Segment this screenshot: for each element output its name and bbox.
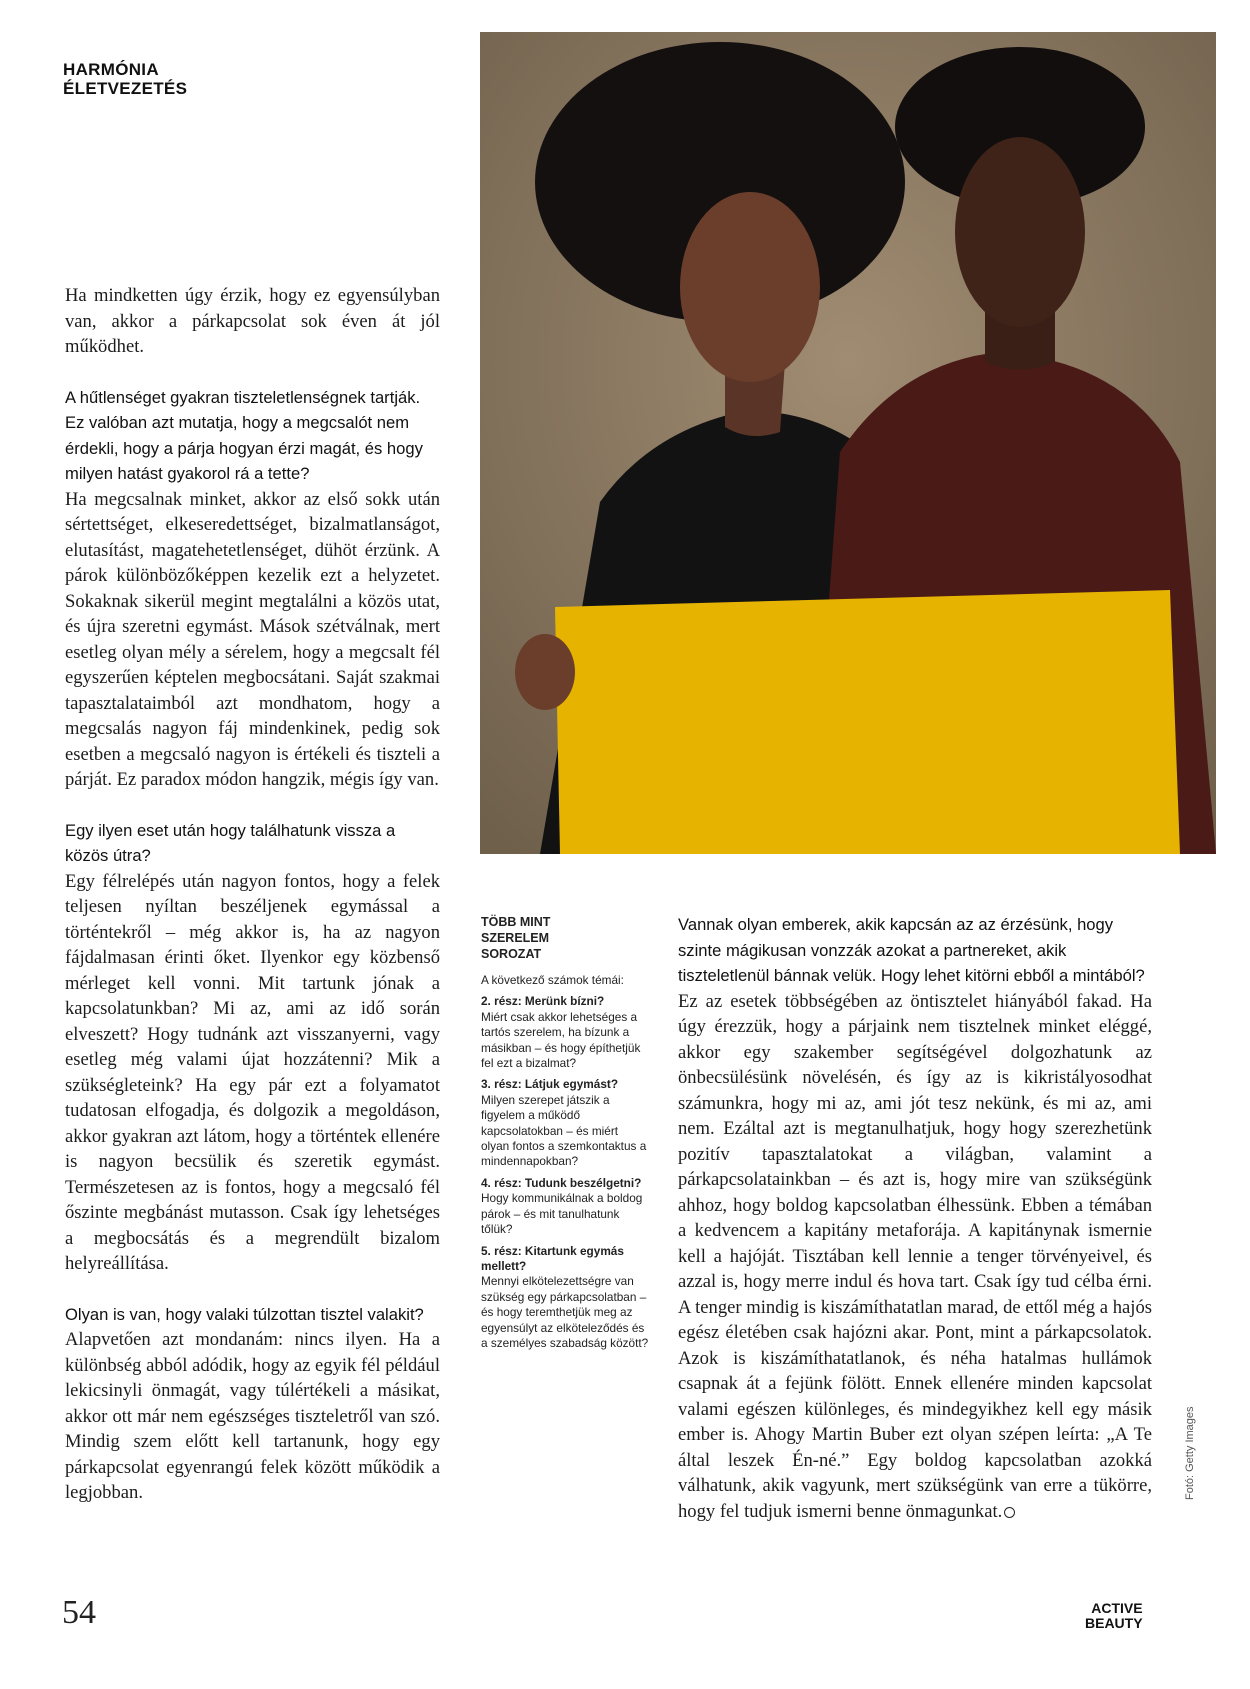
sidebar-item	[481, 994, 649, 1071]
section-title: HARMÓNIA	[63, 60, 159, 79]
brand-logo: ACTIVE BEAUTY	[1085, 1600, 1143, 1631]
end-mark-icon	[1004, 1507, 1015, 1518]
question: A hűtlenséget gyakran tiszteletlenségnek tartják. Ez valóban azt mutatja, hogy a megcsalót nem érdekli, hogy a párja hogyan érzi magát, és hogy milyen hatást gyakorol rá a tette?	[65, 387, 423, 483]
sidebar-item-heading: 2. rész: Merünk bízni?	[481, 994, 605, 1009]
sidebar-item-heading: 4. rész: Tudunk beszélgetni?	[481, 1175, 642, 1190]
section-subtitle: ÉLETVEZETÉS	[63, 79, 188, 98]
sidebar-item-text: Mennyi elkötelezettségre van szükség egy párkapcsolatban – és hogy teremthetjük meg az egyensúlyt az elköteleződés és a személyes szabadság között?	[481, 1274, 649, 1350]
right-column	[678, 912, 1152, 1524]
couple-photo	[480, 32, 1216, 854]
sidebar-item	[481, 1077, 649, 1169]
sidebar-intro: A következő számok témái:	[481, 973, 624, 987]
question: Vannak olyan emberek, akik kapcsán az az érzésünk, hogy szinte mágikusan vonzzák azokat a partnereket, akik tiszteletlenül bánnak velük. Hogy lehet kitörni ebből a mintából?	[678, 915, 1145, 985]
photo-credit: Fotó: Getty Images	[1184, 1406, 1196, 1500]
answer: Ha megcsalnak minket, akkor az első sokk után sértettséget, elkeseredettséget, bizalmatlanságot, elutasítást, magatehetetlenséget, dühöt érzünk. A párok különbözőképpen kezelik ezt a helyzetet. Sokaknak sikerül megint megtalálni a közös utat, és újra szeretni egymást. Mások szétválnak, mert esetleg olyan mély a sérelem, hogy a megcsalt fél egyszerűen képtelen megbocsátani. Saját szakmai tapasztalataimból azt mondhatom, hogy a megcsalás nagyon fáj mindenkinek, pedig sok esetben a megcsaló nagyon is értékeli és tiszteli a párját. Ez paradox módon hangzik, mégis így van.	[65, 488, 440, 790]
sidebar-item-text: Miért csak akkor lehetséges a tartós szerelem, ha bízunk a másikban – és hogy építhetjük fel ezt a bizalmat?	[481, 1009, 641, 1071]
sidebar-title: TÖBB MINT SZERELEM SOROZAT	[481, 915, 551, 961]
sidebar-item-text: Milyen szerepet játszik a figyelem a működő kapcsolatokban – és miért olyan fontos a szemkontaktus a mindennapokban?	[481, 1092, 647, 1169]
answer: Ez az esetek többségében az öntisztelet hiányából fakad. Ha úgy érezzük, hogy a párjaink nem tisztelnek minket eléggé, akkor egy szakember segítségével dolgozhatunk az önbecsülésünk növelésén, és így az is kikristályosodhat számunkra, hogy mi az, ami jót tesz nekünk, és mi az, ami nem. Ezáltal azt is megtanulhatjuk, hogy hogy szerezhetünk pozitív tapasztalatokat a világban, valamint a párkapcsolatainkban – és azt is, hogy mire van szükségünk ahhoz, hogy boldog kapcsolatban élhessünk. Ebben a témában a kedvencem a kapitány metaforája. A kapitánynak ismernie kell a hajóját. Tisztában kell lennie a tenger törvényeivel, és azzal is, hogy merre indul és hova tart. Csak így tud célba érni. A tenger mindig is kiszámíthatatlan marad, de ettől még a hajós egész életében csak hajózni akar. Pont, mint a párkapcsolatok. Azok is kiszámíthatatlanok, és néha hatalmas hullámok csapnak át a fejünk fölött. Ennek ellenére minden kapcsolat valami egészen különleges, és mindegyikhez kell egy másik ember is. Ahogy Martin Buber ezt olyan szépen leírta: „A Te által leszek Én-né.” Egy boldog kapcsolatban azokká válhatunk, akik vagyunk, mert szükségünk van erre a tükörre, hogy fel tudjuk ismerni benne önmagunkat.	[678, 990, 1152, 1522]
question: Olyan is van, hogy valaki túlzottan tisztel valakit?	[65, 1304, 424, 1324]
sidebar-item-heading: 3. rész: Látjuk egymást?	[481, 1077, 619, 1092]
question: Egy ilyen eset után hogy találhatunk vissza a közös útra?	[65, 820, 396, 865]
answer: Egy félrelépés után nagyon fontos, hogy a felek teljesen nyíltan beszéljenek egymással a történtekről – még akkor is, ha az nagyon fájdalmasan érinti őket. Ilyenkor egy közbenső mérleget kell vonni. Mit tartunk jónak a kapcsolatunkban? Mi az, ami az idő során elveszett? Hogy tudnánk azt visszanyerni, vagy esetleg még valami újat hozzátenni? Mik a szükségleteink? Ha egy pár ezt a folyamatot tudatosan elfogadja, és dolgozik a megoldáson, akkor gyakran azt látom, hogy a történtek ellenére is nagyon becsülik és szeretik egymást. Természetesen az is fontos, hogy a megcsaló fél őszinte megbánást mutasson. Csak így lehetséges a megbocsátás és a megrendült bizalom helyreállítása.	[65, 870, 440, 1274]
sidebar-item	[481, 1244, 649, 1352]
answer-paragraph	[678, 989, 1152, 1525]
page-number: 54	[62, 1594, 96, 1631]
photo-illustration	[480, 32, 1216, 854]
left-column	[65, 283, 440, 1506]
section-header	[63, 60, 187, 98]
series-sidebar	[481, 914, 649, 1357]
sidebar-item	[481, 1176, 649, 1238]
sidebar-item-heading: 5. rész: Kitartunk egymás mellett?	[481, 1243, 624, 1273]
answer: Alapvetően azt mondanám: nincs ilyen. Ha a különbség abból adódik, hogy az egyik fél például lekicsinyli önmagát, vagy túlértékeli a másikat, akkor ott már nem egészséges tiszteletről van szó. Mindig szem előtt kell tartanunk, hogy egy párkapcsolat egyenrangú felek között működik a legjobban.	[65, 1329, 440, 1503]
sidebar-item-text: Hogy kommunikálnak a boldog párok – és mit tanulhatunk tőlük?	[481, 1191, 643, 1237]
paragraph: Ha mindketten úgy érzik, hogy ez egyensúlyban van, akkor a párkapcsolat sok éven át jól működhet.	[65, 285, 440, 357]
